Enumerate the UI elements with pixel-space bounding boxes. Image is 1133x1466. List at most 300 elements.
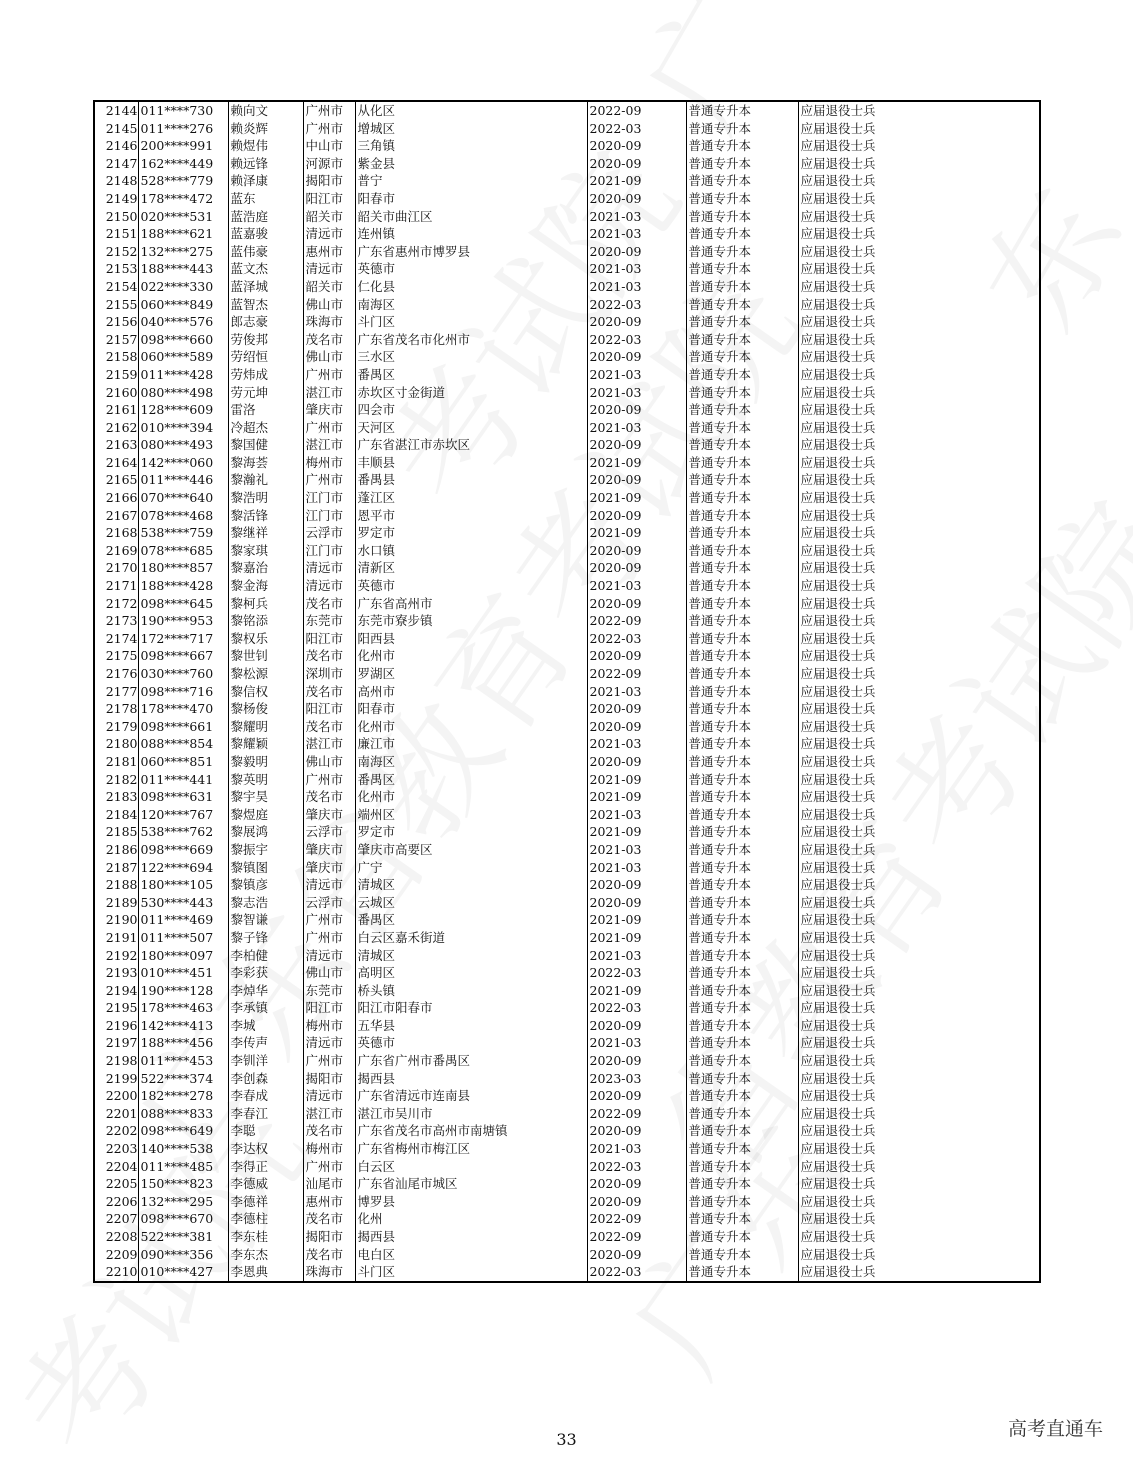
district-cell: 广东省梅州市梅江区	[355, 1140, 587, 1158]
roster-table	[93, 100, 1041, 1283]
status-cell: 应届退役士兵	[798, 1034, 1040, 1052]
candidate-id-cell: 011****507	[138, 929, 228, 947]
row-number-cell: 2145	[94, 120, 138, 138]
row-number-cell: 2197	[94, 1034, 138, 1052]
category-cell: 普通专升本	[686, 929, 798, 947]
table-row	[94, 1017, 1040, 1035]
status-cell: 应届退役士兵	[798, 436, 1040, 454]
candidate-id-cell: 172****717	[138, 630, 228, 648]
table-row	[94, 876, 1040, 894]
city-cell: 云浮市	[303, 894, 355, 912]
status-cell: 应届退役士兵	[798, 841, 1040, 859]
status-cell: 应届退役士兵	[798, 982, 1040, 1000]
category-cell: 普通专升本	[686, 1175, 798, 1193]
candidate-id-cell: 188****443	[138, 260, 228, 278]
district-cell: 四会市	[355, 401, 587, 419]
category-cell: 普通专升本	[686, 1228, 798, 1246]
candidate-id-cell: 098****649	[138, 1122, 228, 1140]
category-cell: 普通专升本	[686, 964, 798, 982]
category-cell: 普通专升本	[686, 1246, 798, 1264]
table-row	[94, 982, 1040, 1000]
row-number-cell: 2177	[94, 683, 138, 701]
table-row	[94, 1228, 1040, 1246]
status-cell: 应届退役士兵	[798, 401, 1040, 419]
name-cell: 郎志豪	[228, 313, 303, 331]
enrollment-date-cell: 2022-03	[587, 1158, 686, 1176]
candidate-id-cell: 022****330	[138, 278, 228, 296]
row-number-cell: 2206	[94, 1193, 138, 1211]
table-row	[94, 120, 1040, 138]
district-cell: 番禺区	[355, 911, 587, 929]
name-cell: 黎宇昊	[228, 788, 303, 806]
category-cell: 普通专升本	[686, 999, 798, 1017]
city-cell: 云浮市	[303, 524, 355, 542]
candidate-id-cell: 098****667	[138, 647, 228, 665]
district-cell: 罗湖区	[355, 665, 587, 683]
city-cell: 珠海市	[303, 1263, 355, 1282]
name-cell: 李春江	[228, 1105, 303, 1123]
city-cell: 清远市	[303, 225, 355, 243]
category-cell: 普通专升本	[686, 1193, 798, 1211]
status-cell: 应届退役士兵	[798, 665, 1040, 683]
district-cell: 斗门区	[355, 1263, 587, 1282]
category-cell: 普通专升本	[686, 155, 798, 173]
candidate-id-cell: 132****295	[138, 1193, 228, 1211]
table-row	[94, 1175, 1040, 1193]
district-cell: 电白区	[355, 1246, 587, 1264]
city-cell: 广州市	[303, 929, 355, 947]
candidate-id-cell: 070****640	[138, 489, 228, 507]
city-cell: 茂名市	[303, 647, 355, 665]
category-cell: 普通专升本	[686, 647, 798, 665]
row-number-cell: 2188	[94, 876, 138, 894]
enrollment-date-cell: 2022-09	[587, 1105, 686, 1123]
category-cell: 普通专升本	[686, 859, 798, 877]
row-number-cell: 2173	[94, 612, 138, 630]
category-cell: 普通专升本	[686, 718, 798, 736]
status-cell: 应届退役士兵	[798, 999, 1040, 1017]
candidate-id-cell: 088****833	[138, 1105, 228, 1123]
candidate-id-cell: 530****443	[138, 894, 228, 912]
city-cell: 佛山市	[303, 753, 355, 771]
status-cell: 应届退役士兵	[798, 771, 1040, 789]
row-number-cell: 2201	[94, 1105, 138, 1123]
enrollment-date-cell: 2020-09	[587, 436, 686, 454]
row-number-cell: 2194	[94, 982, 138, 1000]
district-cell: 五华县	[355, 1017, 587, 1035]
candidate-id-cell: 011****730	[138, 101, 228, 120]
table-row	[94, 1193, 1040, 1211]
enrollment-date-cell: 2020-09	[587, 1175, 686, 1193]
district-cell: 化州市	[355, 788, 587, 806]
row-number-cell: 2187	[94, 859, 138, 877]
name-cell: 黎英明	[228, 771, 303, 789]
candidate-id-cell: 011****428	[138, 366, 228, 384]
row-number-cell: 2156	[94, 313, 138, 331]
enrollment-date-cell: 2021-03	[587, 577, 686, 595]
candidate-id-cell: 522****374	[138, 1070, 228, 1088]
status-cell: 应届退役士兵	[798, 929, 1040, 947]
category-cell: 普通专升本	[686, 595, 798, 613]
status-cell: 应届退役士兵	[798, 894, 1040, 912]
district-cell: 广东省茂名市高州市南塘镇	[355, 1122, 587, 1140]
candidate-id-cell: 122****694	[138, 859, 228, 877]
row-number-cell: 2168	[94, 524, 138, 542]
district-cell: 丰顺县	[355, 454, 587, 472]
district-cell: 云城区	[355, 894, 587, 912]
city-cell: 广州市	[303, 366, 355, 384]
table-row	[94, 225, 1040, 243]
status-cell: 应届退役士兵	[798, 876, 1040, 894]
row-number-cell: 2161	[94, 401, 138, 419]
row-number-cell: 2175	[94, 647, 138, 665]
city-cell: 广州市	[303, 120, 355, 138]
candidate-id-cell: 188****428	[138, 577, 228, 595]
table-row	[94, 753, 1040, 771]
category-cell: 普通专升本	[686, 1140, 798, 1158]
table-row	[94, 735, 1040, 753]
category-cell: 普通专升本	[686, 1122, 798, 1140]
candidate-id-cell: 060****589	[138, 348, 228, 366]
city-cell: 广州市	[303, 1052, 355, 1070]
name-cell: 赖远锋	[228, 155, 303, 173]
category-cell: 普通专升本	[686, 348, 798, 366]
row-number-cell: 2183	[94, 788, 138, 806]
candidate-id-cell: 011****441	[138, 771, 228, 789]
city-cell: 佛山市	[303, 964, 355, 982]
city-cell: 惠州市	[303, 243, 355, 261]
table-row	[94, 841, 1040, 859]
enrollment-date-cell: 2021-03	[587, 208, 686, 226]
category-cell: 普通专升本	[686, 208, 798, 226]
city-cell: 清远市	[303, 577, 355, 595]
enrollment-date-cell: 2020-09	[587, 243, 686, 261]
status-cell: 应届退役士兵	[798, 947, 1040, 965]
table-row	[94, 155, 1040, 173]
name-cell: 黎继祥	[228, 524, 303, 542]
name-cell: 黎瀚礼	[228, 471, 303, 489]
district-cell: 广宁	[355, 859, 587, 877]
category-cell: 普通专升本	[686, 1034, 798, 1052]
brand-watermark: 高考直通车	[1007, 1418, 1103, 1440]
candidate-id-cell: 030****760	[138, 665, 228, 683]
enrollment-date-cell: 2021-03	[587, 859, 686, 877]
category-cell: 普通专升本	[686, 788, 798, 806]
name-cell: 蓝嘉骏	[228, 225, 303, 243]
district-cell: 阳春市	[355, 700, 587, 718]
table-row	[94, 612, 1040, 630]
row-number-cell: 2193	[94, 964, 138, 982]
district-cell: 高州市	[355, 683, 587, 701]
table-row	[94, 419, 1040, 437]
enrollment-date-cell: 2021-03	[587, 841, 686, 859]
name-cell: 李得正	[228, 1158, 303, 1176]
city-cell: 中山市	[303, 137, 355, 155]
district-cell: 英德市	[355, 260, 587, 278]
name-cell: 黎振宇	[228, 841, 303, 859]
district-cell: 桥头镇	[355, 982, 587, 1000]
status-cell: 应届退役士兵	[798, 243, 1040, 261]
status-cell: 应届退役士兵	[798, 471, 1040, 489]
city-cell: 肇庆市	[303, 859, 355, 877]
category-cell: 普通专升本	[686, 577, 798, 595]
row-number-cell: 2155	[94, 296, 138, 314]
name-cell: 李达权	[228, 1140, 303, 1158]
city-cell: 茂名市	[303, 788, 355, 806]
row-number-cell: 2153	[94, 260, 138, 278]
name-cell: 黎煜庭	[228, 806, 303, 824]
candidate-id-cell: 150****823	[138, 1175, 228, 1193]
district-cell: 广东省茂名市化州市	[355, 331, 587, 349]
district-cell: 东莞市寮步镇	[355, 612, 587, 630]
category-cell: 普通专升本	[686, 454, 798, 472]
row-number-cell: 2182	[94, 771, 138, 789]
table-row	[94, 1122, 1040, 1140]
name-cell: 黎信权	[228, 683, 303, 701]
candidate-id-cell: 200****991	[138, 137, 228, 155]
status-cell: 应届退役士兵	[798, 260, 1040, 278]
row-number-cell: 2164	[94, 454, 138, 472]
row-number-cell: 2172	[94, 595, 138, 613]
name-cell: 黎活锋	[228, 507, 303, 525]
category-cell: 普通专升本	[686, 1210, 798, 1228]
candidate-id-cell: 040****576	[138, 313, 228, 331]
district-cell: 高明区	[355, 964, 587, 982]
category-cell: 普通专升本	[686, 260, 798, 278]
city-cell: 肇庆市	[303, 841, 355, 859]
city-cell: 肇庆市	[303, 401, 355, 419]
city-cell: 阳江市	[303, 999, 355, 1017]
row-number-cell: 2152	[94, 243, 138, 261]
candidate-id-cell: 060****851	[138, 753, 228, 771]
city-cell: 广州市	[303, 771, 355, 789]
category-cell: 普通专升本	[686, 559, 798, 577]
row-number-cell: 2170	[94, 559, 138, 577]
city-cell: 江门市	[303, 507, 355, 525]
name-cell: 赖炎辉	[228, 120, 303, 138]
table-row	[94, 384, 1040, 402]
table-row	[94, 683, 1040, 701]
district-cell: 普宁	[355, 172, 587, 190]
city-cell: 梅州市	[303, 1017, 355, 1035]
enrollment-date-cell: 2020-09	[587, 1052, 686, 1070]
category-cell: 普通专升本	[686, 296, 798, 314]
category-cell: 普通专升本	[686, 225, 798, 243]
district-cell: 化州市	[355, 647, 587, 665]
city-cell: 阳江市	[303, 630, 355, 648]
table-row	[94, 630, 1040, 648]
city-cell: 清远市	[303, 876, 355, 894]
enrollment-date-cell: 2020-09	[587, 595, 686, 613]
district-cell: 广东省惠州市博罗县	[355, 243, 587, 261]
enrollment-date-cell: 2021-03	[587, 1140, 686, 1158]
candidate-id-cell: 078****468	[138, 507, 228, 525]
status-cell: 应届退役士兵	[798, 1087, 1040, 1105]
name-cell: 李传声	[228, 1034, 303, 1052]
name-cell: 黎智谦	[228, 911, 303, 929]
status-cell: 应届退役士兵	[798, 137, 1040, 155]
row-number-cell: 2210	[94, 1263, 138, 1282]
name-cell: 黎毅明	[228, 753, 303, 771]
status-cell: 应届退役士兵	[798, 630, 1040, 648]
table-row	[94, 559, 1040, 577]
district-cell: 斗门区	[355, 313, 587, 331]
district-cell: 湛江市吴川市	[355, 1105, 587, 1123]
status-cell: 应届退役士兵	[798, 507, 1040, 525]
candidate-id-cell: 180****105	[138, 876, 228, 894]
category-cell: 普通专升本	[686, 735, 798, 753]
candidate-id-cell: 142****060	[138, 454, 228, 472]
district-cell: 英德市	[355, 1034, 587, 1052]
district-cell: 肇庆市高要区	[355, 841, 587, 859]
table-row	[94, 806, 1040, 824]
row-number-cell: 2158	[94, 348, 138, 366]
name-cell: 黎松源	[228, 665, 303, 683]
table-row	[94, 348, 1040, 366]
category-cell: 普通专升本	[686, 542, 798, 560]
candidate-id-cell: 538****759	[138, 524, 228, 542]
status-cell: 应届退役士兵	[798, 1193, 1040, 1211]
district-cell: 化州	[355, 1210, 587, 1228]
enrollment-date-cell: 2022-03	[587, 964, 686, 982]
status-cell: 应届退役士兵	[798, 1017, 1040, 1035]
name-cell: 劳俊邦	[228, 331, 303, 349]
district-cell: 番禺区	[355, 771, 587, 789]
name-cell: 蓝泽城	[228, 278, 303, 296]
candidate-id-cell: 178****470	[138, 700, 228, 718]
category-cell: 普通专升本	[686, 471, 798, 489]
city-cell: 东莞市	[303, 612, 355, 630]
city-cell: 珠海市	[303, 313, 355, 331]
row-number-cell: 2189	[94, 894, 138, 912]
enrollment-date-cell: 2020-09	[587, 876, 686, 894]
name-cell: 赖向文	[228, 101, 303, 120]
name-cell: 蓝文杰	[228, 260, 303, 278]
category-cell: 普通专升本	[686, 841, 798, 859]
district-cell: 恩平市	[355, 507, 587, 525]
city-cell: 梅州市	[303, 1140, 355, 1158]
candidate-id-cell: 098****661	[138, 718, 228, 736]
status-cell: 应届退役士兵	[798, 524, 1040, 542]
row-number-cell: 2179	[94, 718, 138, 736]
status-cell: 应届退役士兵	[798, 225, 1040, 243]
status-cell: 应届退役士兵	[798, 313, 1040, 331]
city-cell: 茂名市	[303, 595, 355, 613]
category-cell: 普通专升本	[686, 982, 798, 1000]
table-row	[94, 243, 1040, 261]
name-cell: 黎耀颖	[228, 735, 303, 753]
district-cell: 仁化县	[355, 278, 587, 296]
status-cell: 应届退役士兵	[798, 120, 1040, 138]
table-row	[94, 947, 1040, 965]
row-number-cell: 2147	[94, 155, 138, 173]
row-number-cell: 2198	[94, 1052, 138, 1070]
name-cell: 黎镇图	[228, 859, 303, 877]
category-cell: 普通专升本	[686, 436, 798, 454]
category-cell: 普通专升本	[686, 419, 798, 437]
city-cell: 茂名市	[303, 718, 355, 736]
row-number-cell: 2196	[94, 1017, 138, 1035]
city-cell: 江门市	[303, 489, 355, 507]
row-number-cell: 2209	[94, 1246, 138, 1264]
name-cell: 雷洛	[228, 401, 303, 419]
status-cell: 应届退役士兵	[798, 595, 1040, 613]
district-cell: 白云区嘉禾街道	[355, 929, 587, 947]
city-cell: 广州市	[303, 101, 355, 120]
status-cell: 应届退役士兵	[798, 718, 1040, 736]
name-cell: 李彩获	[228, 964, 303, 982]
status-cell: 应届退役士兵	[798, 331, 1040, 349]
candidate-id-cell: 522****381	[138, 1228, 228, 1246]
category-cell: 普通专升本	[686, 331, 798, 349]
status-cell: 应届退役士兵	[798, 1246, 1040, 1264]
category-cell: 普通专升本	[686, 384, 798, 402]
candidate-id-cell: 011****453	[138, 1052, 228, 1070]
enrollment-date-cell: 2020-09	[587, 1246, 686, 1264]
row-number-cell: 2199	[94, 1070, 138, 1088]
city-cell: 揭阳市	[303, 1228, 355, 1246]
row-number-cell: 2178	[94, 700, 138, 718]
row-number-cell: 2200	[94, 1087, 138, 1105]
row-number-cell: 2185	[94, 823, 138, 841]
category-cell: 普通专升本	[686, 101, 798, 120]
district-cell: 蓬江区	[355, 489, 587, 507]
category-cell: 普通专升本	[686, 243, 798, 261]
city-cell: 河源市	[303, 155, 355, 173]
category-cell: 普通专升本	[686, 190, 798, 208]
table-row	[94, 313, 1040, 331]
row-number-cell: 2167	[94, 507, 138, 525]
status-cell: 应届退役士兵	[798, 559, 1040, 577]
name-cell: 李聪	[228, 1122, 303, 1140]
row-number-cell: 2171	[94, 577, 138, 595]
enrollment-date-cell: 2020-09	[587, 1193, 686, 1211]
status-cell: 应届退役士兵	[798, 823, 1040, 841]
name-cell: 李承镇	[228, 999, 303, 1017]
table-row	[94, 1140, 1040, 1158]
row-number-cell: 2150	[94, 208, 138, 226]
name-cell: 李城	[228, 1017, 303, 1035]
city-cell: 湛江市	[303, 384, 355, 402]
city-cell: 湛江市	[303, 1105, 355, 1123]
district-cell: 广东省高州市	[355, 595, 587, 613]
name-cell: 黎镇彦	[228, 876, 303, 894]
city-cell: 广州市	[303, 419, 355, 437]
district-cell: 端州区	[355, 806, 587, 824]
enrollment-date-cell: 2023-03	[587, 1070, 686, 1088]
status-cell: 应届退役士兵	[798, 454, 1040, 472]
row-number-cell: 2163	[94, 436, 138, 454]
status-cell: 应届退役士兵	[798, 788, 1040, 806]
table-row	[94, 507, 1040, 525]
enrollment-date-cell: 2022-09	[587, 101, 686, 120]
candidate-id-cell: 178****472	[138, 190, 228, 208]
name-cell: 冷超杰	[228, 419, 303, 437]
name-cell: 黎展鸿	[228, 823, 303, 841]
status-cell: 应届退役士兵	[798, 172, 1040, 190]
table-row	[94, 999, 1040, 1017]
enrollment-date-cell: 2021-03	[587, 683, 686, 701]
city-cell: 茂名市	[303, 1122, 355, 1140]
category-cell: 普通专升本	[686, 366, 798, 384]
status-cell: 应届退役士兵	[798, 1175, 1040, 1193]
enrollment-date-cell: 2020-09	[587, 471, 686, 489]
status-cell: 应届退役士兵	[798, 296, 1040, 314]
category-cell: 普通专升本	[686, 137, 798, 155]
row-number-cell: 2205	[94, 1175, 138, 1193]
table-row	[94, 172, 1040, 190]
category-cell: 普通专升本	[686, 612, 798, 630]
